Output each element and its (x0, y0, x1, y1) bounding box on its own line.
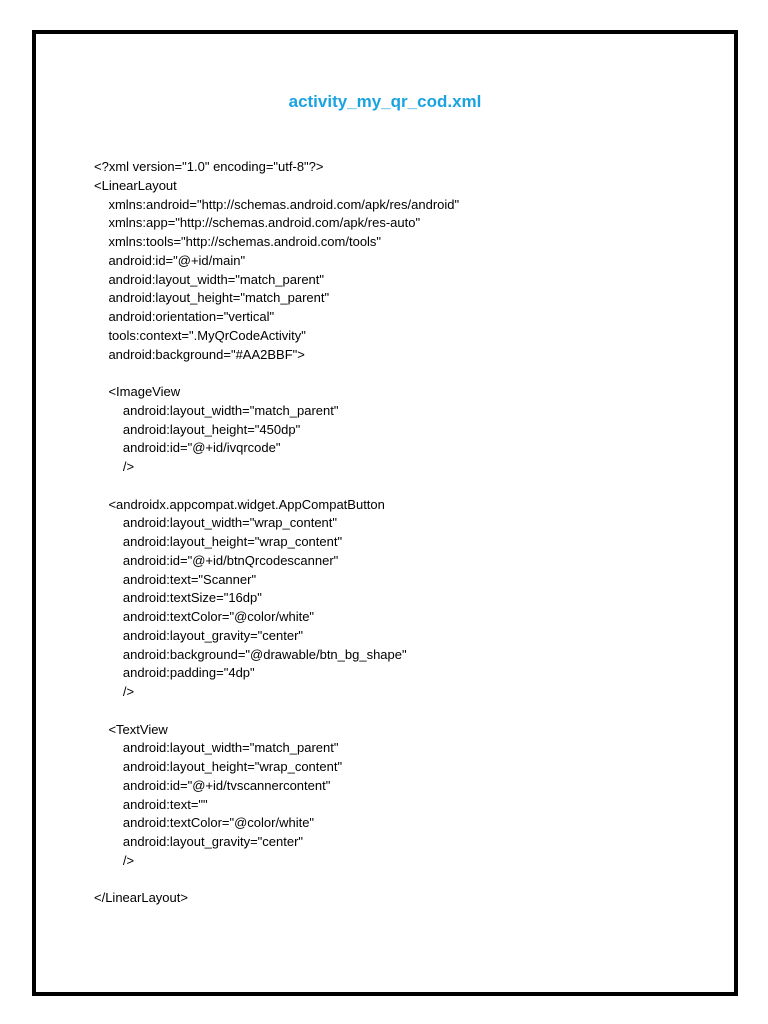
code-line: /> (94, 684, 135, 699)
code-line: android:layout_gravity="center" (94, 834, 304, 849)
code-line: android:id="@+id/ivqrcode" (94, 440, 281, 456)
code-line (94, 364, 459, 383)
code-line: android:layout_height="450dp" (94, 421, 301, 437)
code-line: android:text="Scanner" (94, 571, 257, 587)
code-line: android:textColor="@color/white" (94, 609, 315, 624)
code-line: android:layout_height="wrap_content" (94, 759, 343, 774)
code-line: android:orientation="vertical" (94, 309, 275, 324)
code-line: android:text="" (94, 796, 208, 812)
code-line: /> (94, 459, 135, 474)
code-line: xmlns:android="http://schemas.android.com/apk/res/android" (94, 196, 460, 212)
code-line: <TextView (94, 721, 168, 737)
code-line: android:padding="4dp" (94, 665, 255, 681)
code-line: android:id="@+id/main" (94, 252, 246, 268)
code-line: android:layout_height="match_parent" (94, 290, 330, 306)
code-line: android:id="@+id/btnQrcodescanner" (94, 552, 339, 568)
code-line: <androidx.appcompat.widget.AppCompatButton (94, 496, 385, 512)
code-line: android:layout_width="match_parent" (94, 402, 339, 418)
code-line: android:layout_height="wrap_content" (94, 534, 343, 549)
code-line: xmlns:app="http://schemas.android.com/apk/res-auto" (94, 215, 421, 231)
code-line: android:id="@+id/tvscannercontent" (94, 777, 331, 793)
code-line (94, 477, 459, 496)
code-line: android:textSize="16dp" (94, 590, 262, 606)
code-line: tools:context=".MyQrCodeActivity" (94, 327, 306, 343)
code-line: /> (94, 852, 135, 868)
code-line: android:layout_width="wrap_content" (94, 515, 338, 531)
code-line: xmlns:tools="http://schemas.android.com/tools" (94, 234, 382, 249)
document-title: activity_my_qr_cod.xml (288, 92, 482, 111)
code-line: android:textColor="@color/white" (94, 815, 315, 831)
code-line (94, 702, 459, 721)
page-border (32, 30, 738, 996)
code-line: </LinearLayout> (94, 890, 188, 906)
code-line: android:layout_width="match_parent" (94, 271, 325, 287)
code-listing (94, 158, 459, 908)
code-line: <?xml version="1.0" encoding="utf-8"?> (94, 159, 324, 174)
code-line: android:background="#AA2BBF"> (94, 346, 305, 362)
code-line: <ImageView (94, 384, 181, 399)
code-line: <LinearLayout (94, 177, 177, 193)
code-line (94, 871, 459, 890)
code-line: android:layout_gravity="center" (94, 627, 304, 643)
code-line: android:layout_width="match_parent" (94, 740, 339, 756)
code-line: android:background="@drawable/btn_bg_shape" (94, 646, 407, 662)
